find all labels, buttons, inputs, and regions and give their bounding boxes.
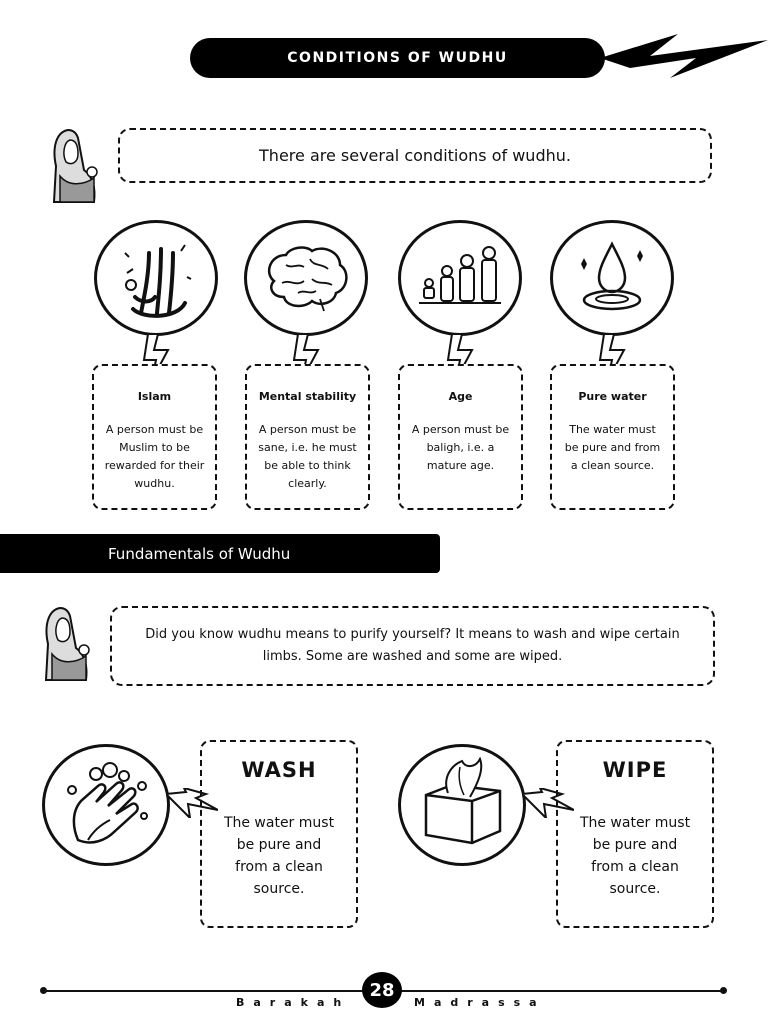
footer-dot bbox=[40, 987, 47, 994]
condition-title: Age bbox=[448, 390, 473, 403]
wipe-card bbox=[556, 740, 714, 928]
page-number: 28 bbox=[362, 972, 402, 1008]
wipe-title: WIPE bbox=[602, 758, 668, 782]
condition-text: The water must be pure and from a clean source. bbox=[564, 423, 661, 472]
condition-circle-mental bbox=[244, 220, 368, 336]
wash-title: WASH bbox=[241, 758, 317, 782]
condition-card-islam bbox=[92, 364, 217, 510]
condition-circle-islam bbox=[94, 220, 218, 336]
condition-text: A person must be baligh, i.e. a mature age. bbox=[411, 423, 510, 472]
girl-avatar-icon bbox=[48, 126, 104, 206]
water-drop-icon bbox=[567, 238, 657, 318]
washing-hands-icon bbox=[58, 760, 154, 850]
tissue-box-icon bbox=[412, 755, 512, 855]
condition-card-mental bbox=[245, 364, 370, 510]
fundamentals-speech-box: Did you know wudhu means to purify yourself? It means to wash and wipe certain limbs. Some are washed and some are wiped. bbox=[110, 606, 715, 686]
condition-title: Pure water bbox=[578, 390, 647, 403]
brain-icon bbox=[260, 243, 352, 313]
condition-title: Islam bbox=[137, 390, 172, 403]
condition-card-water bbox=[550, 364, 675, 510]
intro-speech-box: There are several conditions of wudhu. bbox=[118, 128, 712, 183]
lightning-bolt-icon bbox=[600, 32, 768, 82]
age-growth-icon bbox=[415, 243, 505, 313]
wipe-circle bbox=[398, 744, 526, 866]
footer-dot bbox=[720, 987, 727, 994]
page-title: CONDITIONS OF WUDHU bbox=[190, 38, 605, 78]
wipe-text: The water must be pure and from a clean source. bbox=[579, 815, 691, 897]
girl-avatar-icon bbox=[40, 604, 96, 684]
condition-card-age bbox=[398, 364, 523, 510]
condition-title: Mental stability bbox=[258, 390, 357, 403]
condition-text: A person must be Muslim to be rewarded for their wudhu. bbox=[104, 423, 205, 490]
allah-calligraphy-icon bbox=[111, 233, 201, 323]
footer-brand-right: Madrassa bbox=[414, 996, 546, 1009]
condition-text: A person must be sane, i.e. he must be able to think clearly. bbox=[258, 423, 357, 490]
wash-card bbox=[200, 740, 358, 928]
section-heading: Fundamentals of Wudhu bbox=[0, 534, 440, 573]
wash-circle bbox=[42, 744, 170, 866]
condition-circle-age bbox=[398, 220, 522, 336]
footer-brand-left: Barakah bbox=[236, 996, 351, 1009]
wash-text: The water must be pure and from a clean source. bbox=[223, 815, 335, 897]
condition-circle-water bbox=[550, 220, 674, 336]
